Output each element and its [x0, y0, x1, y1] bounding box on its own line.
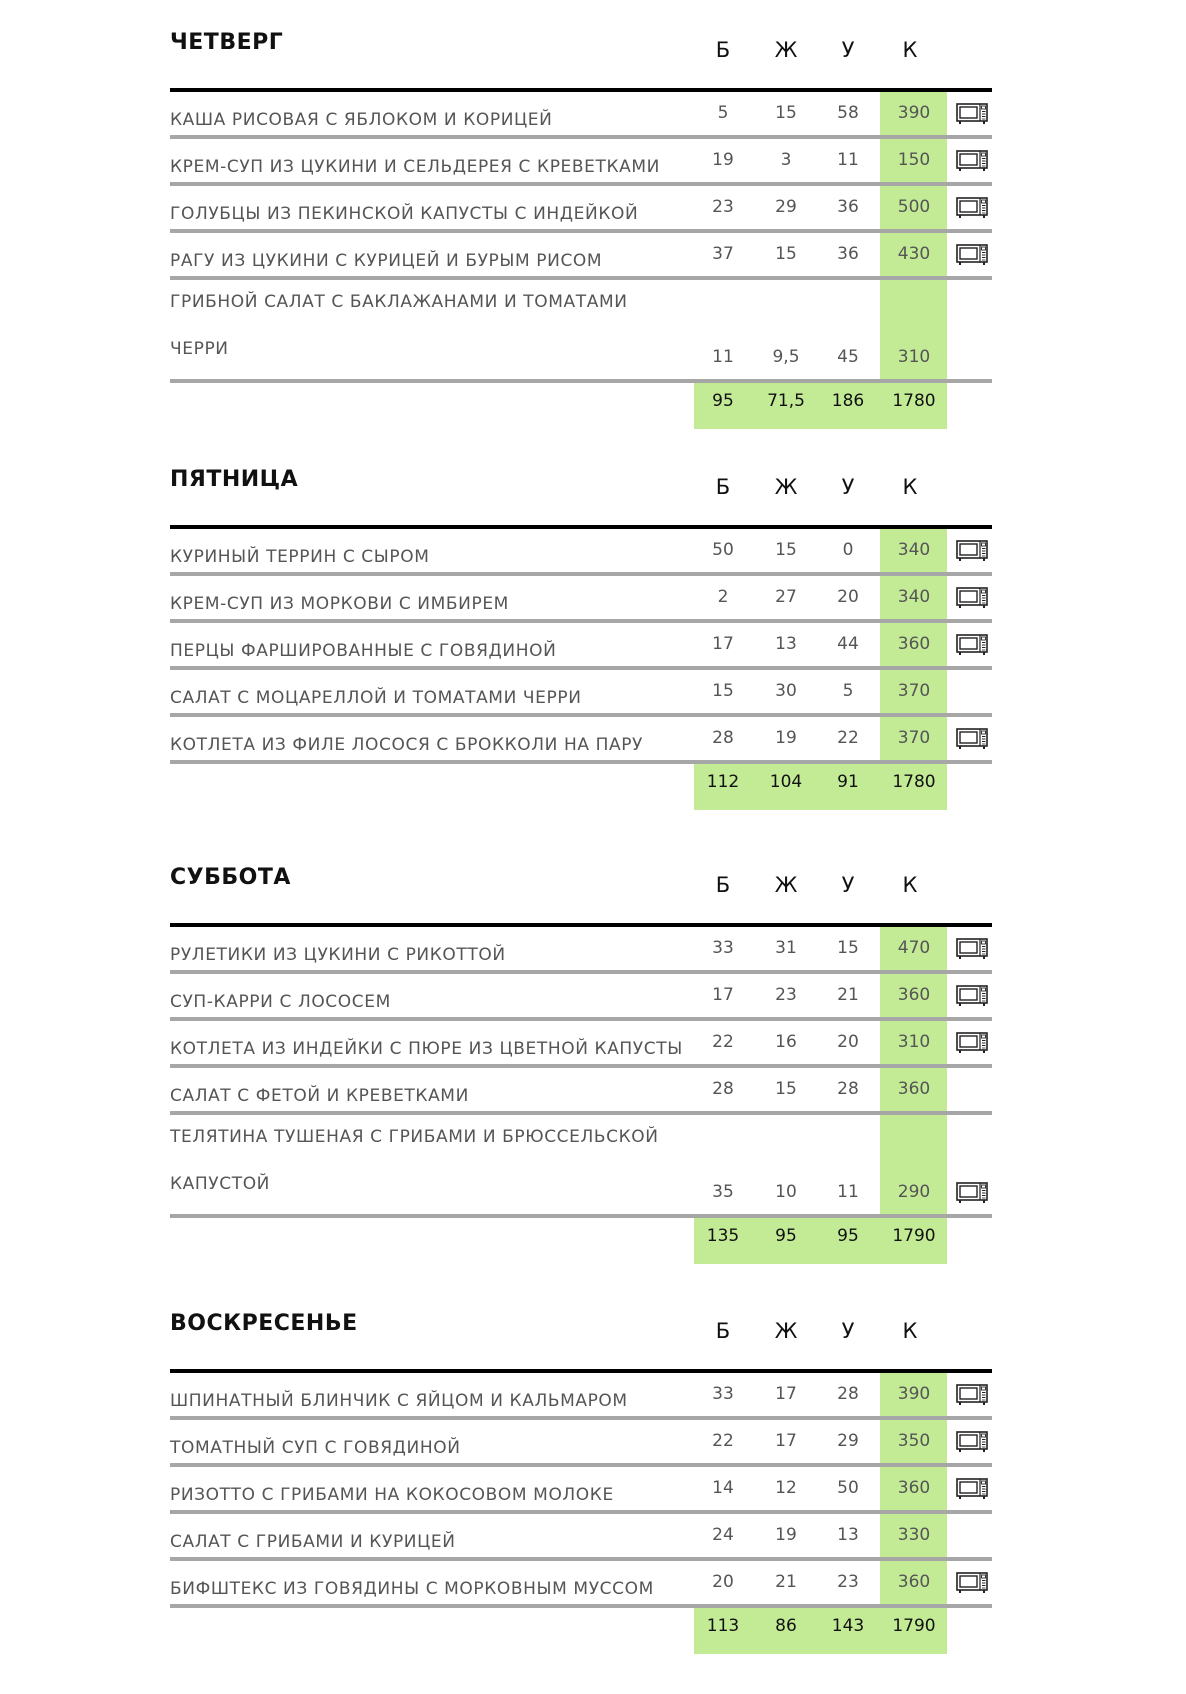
dish-name: БИФШТЕКС ИЗ ГОВЯДИНЫ С МОРКОВНЫМ МУССОМ: [170, 1579, 654, 1599]
dish-name: РИЗОТТО С ГРИБАМИ НА КОКОСОВОМ МОЛОКЕ: [170, 1485, 614, 1505]
kcal-value: 370: [897, 681, 931, 701]
dish-row: [170, 717, 992, 764]
carbs-value: 29: [837, 1431, 859, 1451]
microwave-icon: [956, 244, 988, 266]
carbs-value: 58: [837, 103, 859, 123]
column-header-protein: Б: [715, 475, 731, 499]
fat-value: 27: [775, 587, 797, 607]
total-fat: 104: [769, 772, 803, 792]
day-title: СУББОТА: [170, 865, 291, 890]
total-carbs: 91: [837, 772, 859, 792]
carbs-value: 23: [837, 1572, 859, 1592]
day-title: ПЯТНИЦА: [170, 467, 299, 492]
column-header-carbs: У: [841, 475, 855, 499]
fat-value: 30: [775, 681, 797, 701]
fat-value: 29: [775, 197, 797, 217]
microwave-icon: [956, 103, 988, 125]
microwave-icon: [956, 1384, 988, 1406]
protein-value: 5: [717, 103, 729, 123]
fat-value: 12: [775, 1478, 797, 1498]
protein-value: 50: [712, 540, 734, 560]
total-protein: 112: [706, 772, 740, 792]
dish-name: РАГУ ИЗ ЦУКИНИ С КУРИЦЕЙ И БУРЫМ РИСОМ: [170, 251, 603, 271]
kcal-value: 340: [897, 587, 931, 607]
carbs-value: 15: [837, 938, 859, 958]
microwave-icon: [956, 150, 988, 172]
total-kcal: 1790: [892, 1616, 936, 1636]
day-section: [170, 865, 992, 1264]
totals-row: [170, 1218, 992, 1264]
dish-table: [170, 1373, 992, 1608]
column-header-kcal: К: [902, 475, 918, 499]
dish-name: ГРИБНОЙ САЛАТ С БАКЛАЖАНАМИ И ТОМАТАМИ ЧЕРРИ: [170, 292, 628, 359]
dish-row: [170, 1561, 992, 1608]
protein-value: 2: [717, 587, 729, 607]
microwave-icon: [956, 1572, 988, 1594]
carbs-value: 36: [837, 197, 859, 217]
column-header-carbs: У: [841, 1319, 855, 1343]
totals-row: [170, 383, 992, 429]
kcal-value: 360: [897, 1572, 931, 1592]
fat-value: 3: [780, 150, 792, 170]
day-header: [170, 865, 992, 923]
total-fat: 86: [775, 1616, 797, 1636]
fat-value: 10: [775, 1182, 797, 1202]
carbs-value: 22: [837, 728, 859, 748]
dish-row: [170, 233, 992, 280]
carbs-value: 20: [837, 587, 859, 607]
dish-row: [170, 529, 992, 576]
dish-table: [170, 529, 992, 764]
carbs-value: 44: [837, 634, 859, 654]
protein-value: 15: [712, 681, 734, 701]
column-header-carbs: У: [841, 38, 855, 62]
protein-value: 22: [712, 1431, 734, 1451]
carbs-value: 45: [837, 347, 859, 367]
kcal-value: 340: [897, 540, 931, 560]
fat-value: 13: [775, 634, 797, 654]
dish-name: КУРИНЫЙ ТЕРРИН С СЫРОМ: [170, 547, 430, 567]
microwave-icon: [956, 634, 988, 656]
day-header: [170, 467, 992, 525]
fat-value: 31: [775, 938, 797, 958]
kcal-value: 310: [897, 347, 931, 367]
protein-value: 17: [712, 985, 734, 1005]
fat-value: 15: [775, 244, 797, 264]
microwave-icon: [956, 1431, 988, 1453]
totals-row: [170, 764, 992, 810]
protein-value: 37: [712, 244, 734, 264]
protein-value: 33: [712, 1384, 734, 1404]
dish-name: КОТЛЕТА ИЗ ФИЛЕ ЛОСОСЯ С БРОККОЛИ НА ПАРУ: [170, 735, 644, 755]
day-section: [170, 467, 992, 810]
dish-row: [170, 92, 992, 139]
column-header-kcal: К: [902, 873, 918, 897]
total-kcal: 1790: [892, 1226, 936, 1246]
kcal-value: 360: [897, 985, 931, 1005]
protein-value: 22: [712, 1032, 734, 1052]
kcal-value: 390: [897, 1384, 931, 1404]
dish-row: [170, 1467, 992, 1514]
total-fat: 95: [775, 1226, 797, 1246]
fat-value: 15: [775, 1079, 797, 1099]
protein-value: 28: [712, 728, 734, 748]
kcal-value: 290: [897, 1182, 931, 1202]
kcal-value: 150: [897, 150, 931, 170]
protein-value: 17: [712, 634, 734, 654]
kcal-value: 470: [897, 938, 931, 958]
protein-value: 19: [712, 150, 734, 170]
dish-name: САЛАТ С МОЦАРЕЛЛОЙ И ТОМАТАМИ ЧЕРРИ: [170, 688, 582, 708]
carbs-value: 5: [842, 681, 854, 701]
day-title: ЧЕТВЕРГ: [170, 30, 284, 55]
dish-table: [170, 92, 992, 383]
dish-name: САЛАТ С ГРИБАМИ И КУРИЦЕЙ: [170, 1532, 456, 1552]
dish-row: [170, 1115, 992, 1218]
column-header-fat: Ж: [774, 475, 798, 499]
carbs-value: 21: [837, 985, 859, 1005]
carbs-value: 13: [837, 1525, 859, 1545]
kcal-value: 360: [897, 1478, 931, 1498]
column-header-fat: Ж: [774, 873, 798, 897]
dish-row: [170, 1021, 992, 1068]
total-carbs: 95: [837, 1226, 859, 1246]
kcal-value: 330: [897, 1525, 931, 1545]
total-kcal: 1780: [892, 772, 936, 792]
dish-name: САЛАТ С ФЕТОЙ И КРЕВЕТКАМИ: [170, 1086, 469, 1106]
microwave-icon: [956, 938, 988, 960]
dish-row: [170, 280, 992, 383]
kcal-value: 430: [897, 244, 931, 264]
column-header-kcal: К: [902, 38, 918, 62]
dish-row: [170, 1420, 992, 1467]
carbs-value: 11: [837, 1182, 859, 1202]
day-section: [170, 1311, 992, 1654]
kcal-value: 390: [897, 103, 931, 123]
fat-value: 21: [775, 1572, 797, 1592]
total-carbs: 186: [831, 391, 865, 411]
dish-name: ГОЛУБЦЫ ИЗ ПЕКИНСКОЙ КАПУСТЫ С ИНДЕЙКОЙ: [170, 204, 639, 224]
dish-name: ТЕЛЯТИНА ТУШЕНАЯ С ГРИБАМИ И БРЮССЕЛЬСКОЙ КАПУСТОЙ: [170, 1127, 659, 1194]
dish-name: РУЛЕТИКИ ИЗ ЦУКИНИ С РИКОТТОЙ: [170, 945, 506, 965]
total-protein: 95: [712, 391, 734, 411]
fat-value: 17: [775, 1384, 797, 1404]
microwave-icon: [956, 540, 988, 562]
microwave-icon: [956, 985, 988, 1007]
fat-value: 9,5: [772, 347, 800, 367]
dish-name: КРЕМ-СУП ИЗ МОРКОВИ С ИМБИРЕМ: [170, 594, 509, 614]
protein-value: 20: [712, 1572, 734, 1592]
kcal-value: 500: [897, 197, 931, 217]
dish-row: [170, 670, 992, 717]
carbs-value: 20: [837, 1032, 859, 1052]
column-header-kcal: К: [902, 1319, 918, 1343]
dish-row: [170, 1514, 992, 1561]
fat-value: 15: [775, 103, 797, 123]
total-kcal: 1780: [892, 391, 936, 411]
dish-row: [170, 974, 992, 1021]
total-protein: 135: [706, 1226, 740, 1246]
dish-row: [170, 623, 992, 670]
microwave-icon: [956, 1032, 988, 1054]
day-section: [170, 30, 992, 429]
microwave-icon: [956, 1478, 988, 1500]
protein-value: 33: [712, 938, 734, 958]
dish-name: КРЕМ-СУП ИЗ ЦУКИНИ И СЕЛЬДЕРЕЯ С КРЕВЕТКАМИ: [170, 157, 660, 177]
dish-name: ПЕРЦЫ ФАРШИРОВАННЫЕ С ГОВЯДИНОЙ: [170, 641, 557, 661]
kcal-value: 350: [897, 1431, 931, 1451]
column-header-protein: Б: [715, 873, 731, 897]
kcal-value: 360: [897, 634, 931, 654]
dish-name: ШПИНАТНЫЙ БЛИНЧИК С ЯЙЦОМ И КАЛЬМАРОМ: [170, 1391, 628, 1411]
dish-name: ТОМАТНЫЙ СУП С ГОВЯДИНОЙ: [170, 1438, 461, 1458]
kcal-value: 360: [897, 1079, 931, 1099]
dish-row: [170, 927, 992, 974]
column-header-carbs: У: [841, 873, 855, 897]
kcal-value: 310: [897, 1032, 931, 1052]
carbs-value: 50: [837, 1478, 859, 1498]
protein-value: 11: [712, 347, 734, 367]
fat-value: 17: [775, 1431, 797, 1451]
dish-row: [170, 1068, 992, 1115]
day-header: [170, 30, 992, 88]
column-header-fat: Ж: [774, 38, 798, 62]
protein-value: 24: [712, 1525, 734, 1545]
carbs-value: 36: [837, 244, 859, 264]
kcal-value: 370: [897, 728, 931, 748]
column-header-fat: Ж: [774, 1319, 798, 1343]
dish-row: [170, 139, 992, 186]
total-carbs: 143: [831, 1616, 865, 1636]
protein-value: 14: [712, 1478, 734, 1498]
dish-name: КАША РИСОВАЯ С ЯБЛОКОМ И КОРИЦЕЙ: [170, 110, 553, 130]
dish-row: [170, 576, 992, 623]
carbs-value: 11: [837, 150, 859, 170]
microwave-icon: [956, 197, 988, 219]
fat-value: 16: [775, 1032, 797, 1052]
total-fat: 71,5: [767, 391, 805, 411]
fat-value: 23: [775, 985, 797, 1005]
protein-value: 28: [712, 1079, 734, 1099]
day-header: [170, 1311, 992, 1369]
microwave-icon: [956, 728, 988, 750]
dish-name: КОТЛЕТА ИЗ ИНДЕЙКИ С ПЮРЕ ИЗ ЦВЕТНОЙ КАПУСТЫ: [170, 1039, 683, 1059]
protein-value: 23: [712, 197, 734, 217]
microwave-icon: [956, 1182, 988, 1204]
protein-value: 35: [712, 1182, 734, 1202]
carbs-value: 0: [842, 540, 854, 560]
fat-value: 19: [775, 728, 797, 748]
column-header-protein: Б: [715, 38, 731, 62]
totals-row: [170, 1608, 992, 1654]
fat-value: 15: [775, 540, 797, 560]
dish-row: [170, 186, 992, 233]
microwave-icon: [956, 587, 988, 609]
dish-table: [170, 927, 992, 1218]
column-header-protein: Б: [715, 1319, 731, 1343]
fat-value: 19: [775, 1525, 797, 1545]
total-protein: 113: [706, 1616, 740, 1636]
carbs-value: 28: [837, 1384, 859, 1404]
carbs-value: 28: [837, 1079, 859, 1099]
dish-name: СУП-КАРРИ С ЛОСОСЕМ: [170, 992, 391, 1012]
day-title: ВОСКРЕСЕНЬЕ: [170, 1311, 358, 1336]
dish-row: [170, 1373, 992, 1420]
